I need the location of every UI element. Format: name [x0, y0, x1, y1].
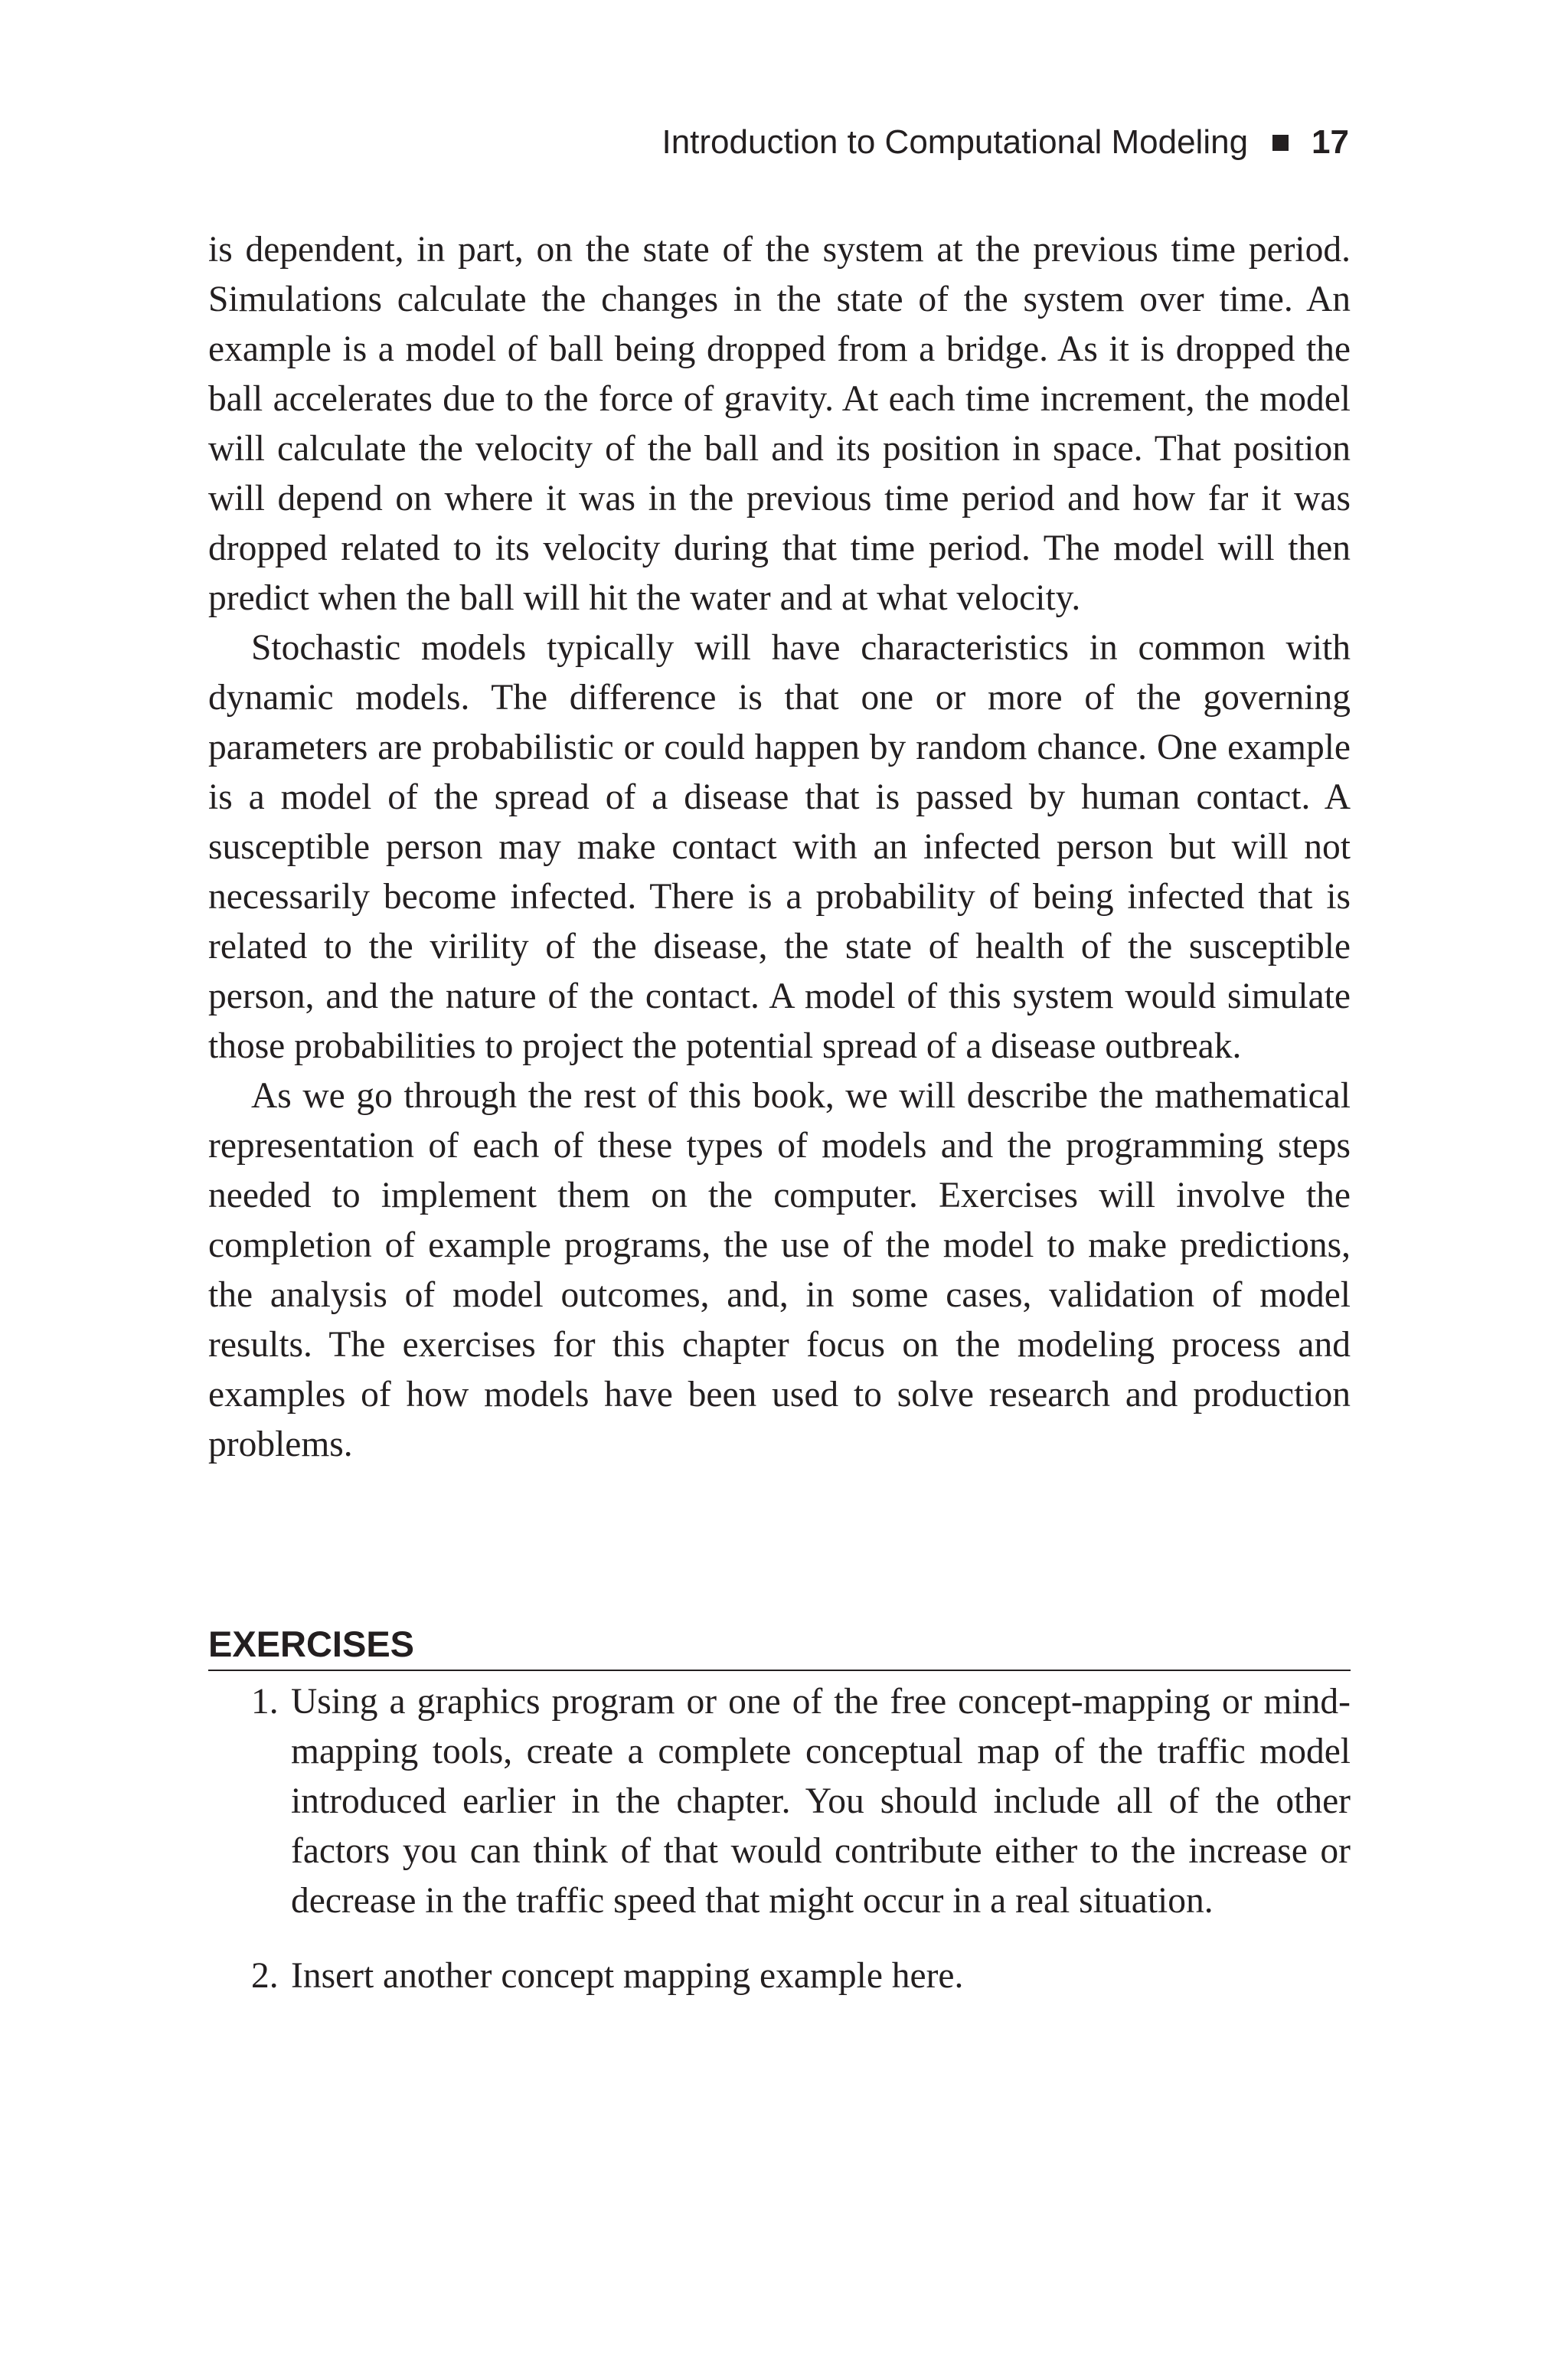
- exercise-item: [208, 1951, 1351, 2001]
- exercise-item: [208, 1677, 1351, 1926]
- paragraph-stochastic-models: Stochastic models typically will have characteristics in common with dynamic models. The difference is that one or more of the governing parameters are probabilistic or could happen by random chance. One example is a model of the spread of a disease that is passed by human contact. A susceptible person may make contact with an infected person but will not necessarily become infected. There is a probability of being infected that is related to the virility of the disease, the state of health of the susceptible person, and the nature of the contact. A model of this system would simulate those probabilities to project the potential spread of a disease outbreak.: [208, 628, 1351, 1066]
- exercise-text: Insert another concept mapping example here.: [291, 1956, 964, 1996]
- exercises-section: [208, 1619, 1351, 2026]
- exercise-list: [208, 1677, 1351, 2001]
- page-number: 17: [1312, 123, 1349, 161]
- exercise-text: Using a graphics program or one of the free concept-mapping or mind-mapping tools, create a complete conceptual map of the traffic model introduced earlier in the chapter. You should include all of the other factors you can think of that would contribute either to the increase or decrease in the traffic speed that might occur in a real situation.: [291, 1682, 1351, 1921]
- paragraph-book-overview: As we go through the rest of this book, we will describe the mathematical representation of each of these types of models and the programming steps needed to implement them on the computer. Exercises will involve the completion of example programs, the use of the model to make predictions, the analysis of model outcomes, and, in some cases, validation of model results. The exercises for this chapter focus on the modeling process and examples of how models have been used to solve research and production problems.: [208, 1076, 1351, 1464]
- body-text: [208, 225, 1351, 1470]
- running-head: [662, 121, 1349, 164]
- running-head-title: Introduction to Computational Modeling: [662, 123, 1249, 161]
- exercise-number: 2.: [251, 1956, 279, 1996]
- paragraph-continued: is dependent, in part, on the state of the system at the previous time period. Simulations calculate the changes in the state of the system over time. An example is a model of ball being dropped from a bridge. As it is dropped the ball accelerates due to the force of gravity. At each time increment, the model will calculate the velocity of the ball and its position in space. That position will depend on where it was in the previous time period and how far it was dropped related to its velocity during that time period. The model will then predict when the ball will hit the water and at what velocity.: [208, 230, 1351, 618]
- exercises-heading: EXERCISES: [208, 1619, 1351, 1671]
- square-bullet-icon: [1272, 135, 1289, 151]
- exercise-number: 1.: [251, 1682, 279, 1722]
